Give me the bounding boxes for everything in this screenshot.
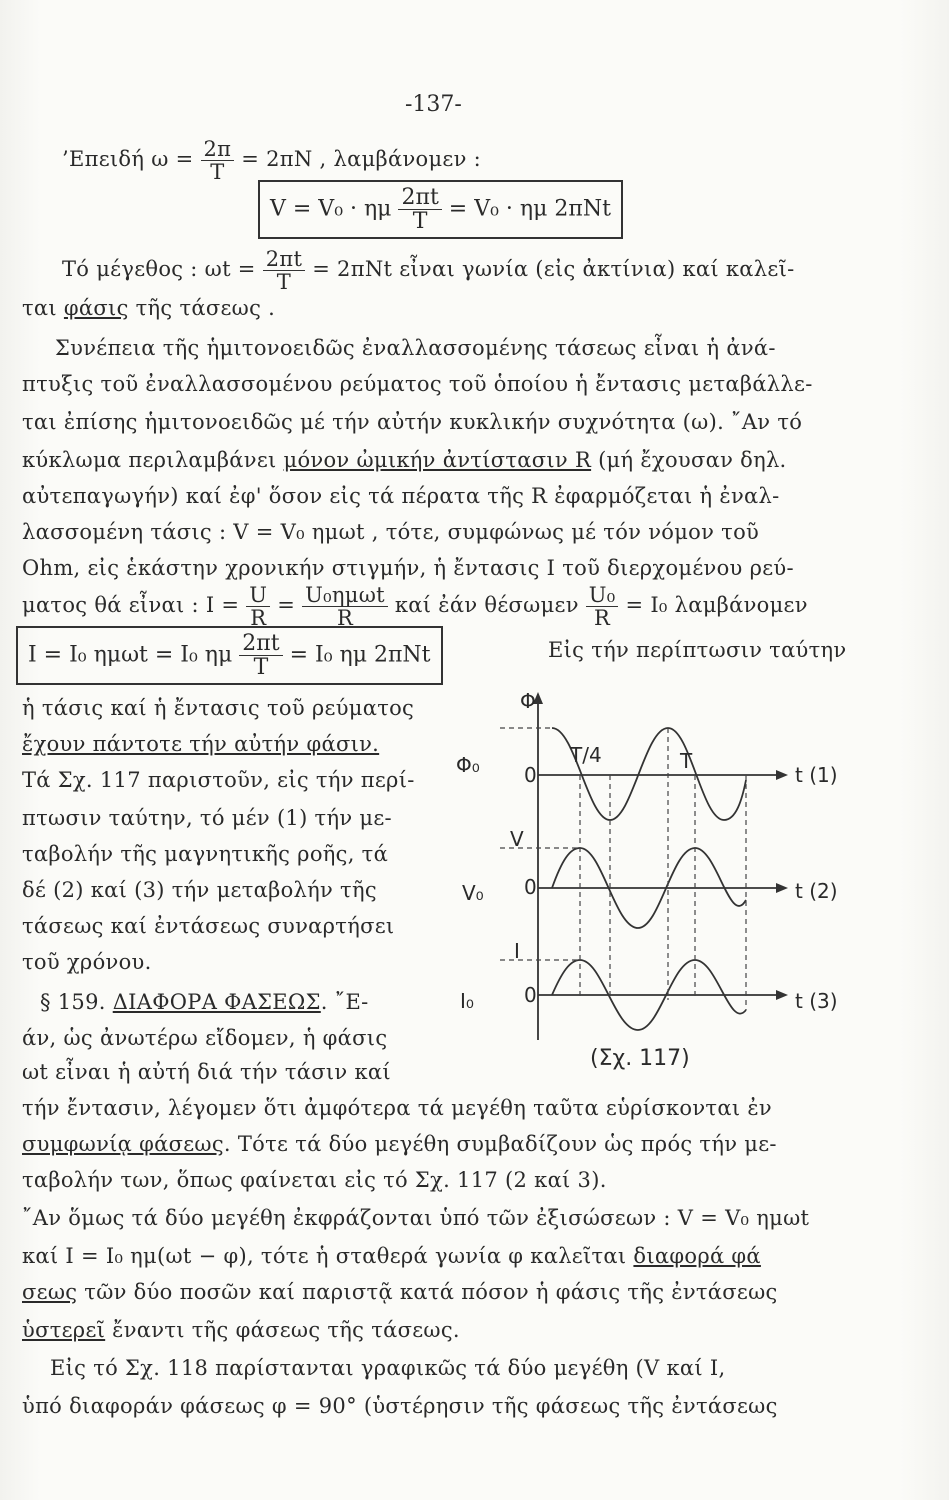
text-segment: κύκλωμα περιλαμβάνει — [22, 448, 284, 472]
text-line-14: ἡ τάσις καί ἡ ἔντασις τοῦ ρεύματος — [22, 696, 415, 720]
fraction-numerator: U₀ημωt — [302, 584, 388, 607]
text-line-7: ται ἐπίσης ἡμιτονοειδῶς μέ τήν αὐτήν κυκλικήν συχνότητα (ω). ῎Αν τό — [22, 410, 803, 434]
label-zero-3: 0 — [524, 983, 537, 1007]
fraction — [246, 584, 270, 629]
text-line-17: πτωσιν ταύτην, τό μέν (1) τήν με- — [22, 806, 392, 830]
text-segment: = 2πNt εἶναι γωνία (εἰς ἀκτίνια) καί καλεῖ- — [312, 257, 795, 282]
section-heading-159 — [40, 990, 369, 1014]
page-number: -137- — [405, 92, 462, 117]
fraction-denominator: T — [253, 655, 269, 681]
underlined-term-continuation: σεως — [22, 1280, 78, 1304]
text-line-19: δέ (2) καί (3) τήν μεταβολήν τῆς — [22, 878, 377, 902]
text-segment: ἔναντι τῆς φάσεως τῆς τάσεως. — [105, 1318, 460, 1342]
underlined-term-ohmic-resistance: μόνον ὠμικήν ἀντίστασιν R — [283, 448, 592, 472]
fraction-numerator: 2πt — [398, 186, 441, 210]
fraction — [263, 248, 306, 293]
text-segment: = 2πN , λαμβάνομεν : — [241, 147, 481, 172]
text-line-27: ταβολήν των, ὅπως φαίνεται εἰς τό Σχ. 117 (2 καί 3). — [22, 1168, 607, 1192]
fraction-denominator: R — [594, 606, 611, 631]
fraction-numerator: U₀ — [586, 584, 619, 607]
underlined-term-lags: ὑστερεῖ — [22, 1318, 106, 1342]
text-line-3 — [62, 248, 795, 293]
text-segment: τῶν δύο ποσῶν καί παριστᾷ κατά πόσον ἡ φάσις τῆς ἐντάσεως — [77, 1280, 778, 1304]
section-title: ΔΙΑΦΟΡΑ ΦΑΣΕΩΣ — [112, 990, 321, 1014]
text-line-15: ἔχουν πάντοτε τήν αὐτήν φάσιν. — [22, 732, 380, 756]
text-line-5: Συνέπεια τῆς ἡμιτονοειδῶς ἐναλλασσομένης τάσεως εἶναι ἡ ἀνά- — [55, 336, 776, 360]
fraction-numerator: 2πt — [263, 248, 306, 271]
figure-caption: (Σχ. 117) — [590, 1046, 690, 1071]
text-line-8 — [22, 448, 787, 472]
text-line-12 — [22, 584, 808, 629]
formula-segment: V = V₀ · ημ — [270, 196, 392, 222]
text-segment: (μή ἔχουσαν δηλ. — [591, 448, 787, 472]
text-line-9: αὐτεπαγωγήν) καί ἐφ' ὅσον εἰς τά πέρατα τῆς R ἐφαρμόζεται ἡ ἐναλ- — [22, 484, 780, 508]
label-t3: t (3) — [795, 989, 838, 1013]
text-segment: = — [277, 593, 296, 618]
text-line-23: άν, ὡς ἀνωτέρω εἴδομεν, ἡ φάσις — [22, 1026, 388, 1050]
text-line-29 — [22, 1244, 761, 1268]
arrow-t1 — [776, 770, 788, 780]
text-line-11: Ohm, εἰς ἑκάστην χρονικήν στιγμήν, ἡ ἔντασις I τοῦ διερχομένου ρεύ- — [22, 556, 794, 580]
text-line-33: ὑπό διαφοράν φάσεως φ = 90° (ὑστέρησιν τῆς φάσεως τῆς ἐντάσεως — [22, 1394, 778, 1418]
label-quarter: T/4 — [570, 743, 602, 767]
text-segment: . Τότε τά δύο μεγέθη συμβαδίζουν ὡς πρός τήν με- — [223, 1132, 777, 1156]
fraction-numerator: U — [246, 584, 270, 607]
fraction-denominator: T — [210, 160, 225, 185]
label-phi: Φ — [520, 689, 536, 713]
text-line-18: ταβολήν τῆς μαγνητικῆς ροῆς, τά — [22, 842, 389, 866]
fraction — [398, 186, 441, 233]
label-i0: I₀ — [460, 989, 474, 1013]
text-segment: Τό μέγεθος : ωt = — [62, 257, 256, 282]
text-segment: καί ἐάν θέσωμεν — [394, 593, 579, 618]
underlined-term-phase-difference: διαφορά φά — [633, 1244, 761, 1268]
formula-segment: = I₀ ημ 2πNt — [289, 642, 431, 668]
boxed-formula-voltage — [258, 180, 623, 239]
label-t2: t (2) — [795, 879, 838, 903]
text-line-21: τοῦ χρόνου. — [22, 950, 152, 974]
text-line-32: Εἰς τό Σχ. 118 παρίστανται γραφικῶς τά δύο μεγέθη (V καί I, — [50, 1356, 726, 1380]
arrow-t2 — [776, 883, 788, 893]
formula-segment: I = I₀ ημωt = I₀ ημ — [28, 642, 233, 668]
text-line-20: τάσεως καί ἐντάσεως συναρτήσει — [22, 914, 395, 938]
fraction-denominator: T — [276, 270, 292, 295]
fraction — [586, 584, 619, 629]
label-v0: V₀ — [462, 881, 484, 905]
text-segment: ’Επειδή ω = — [62, 147, 194, 172]
fraction-numerator: 2π — [201, 138, 235, 161]
underlined-term-phase-agreement: συμφωνίᾳ φάσεως — [22, 1132, 224, 1156]
arrow-t3 — [776, 990, 788, 1000]
text-segment: καί I = I₀ ημ(ωt − φ), τότε ἡ σταθερά γωνία φ καλεῖται — [22, 1244, 634, 1268]
text-line-6: πτυξις τοῦ ἐναλλασσομένου ρεύματος τοῦ ὁποίου ἡ ἔντασις μεταβάλλε- — [22, 372, 813, 396]
fraction-denominator: R — [336, 606, 354, 631]
text-line-4 — [22, 296, 275, 320]
text-segment: τῆς τάσεως . — [128, 296, 276, 320]
flux-curve — [552, 728, 746, 820]
fraction — [239, 632, 282, 679]
label-t1: t (1) — [795, 763, 838, 787]
underlined-term-phase: φάσις — [63, 296, 129, 320]
label-v: V — [510, 827, 524, 851]
text-line-16: Τά Σχ. 117 παριστοῦν, εἰς τήν περί- — [22, 768, 415, 792]
fraction — [302, 584, 388, 629]
section-number: § 159. — [40, 990, 113, 1014]
text-segment: = I₀ λαμβάνομεν — [625, 593, 808, 618]
text-line-25: τήν ἔντασιν, λέγομεν ὅτι ἀμφότερα τά μεγέθη ταῦτα εὑρίσκονται ἐν — [22, 1096, 772, 1120]
formula-segment: = V₀ · ημ 2πNt — [448, 196, 611, 222]
text-line-24: ωt εἶναι ἡ αὐτή διά τήν τάσιν καί — [22, 1060, 391, 1084]
text-segment: ται — [22, 296, 64, 320]
text-segment: . ῎Ε- — [320, 990, 369, 1014]
fraction-denominator: T — [412, 209, 428, 235]
boxed-formula-current — [16, 626, 443, 685]
fraction — [201, 138, 235, 183]
label-zero-2: 0 — [524, 875, 537, 899]
label-i: I — [514, 939, 520, 963]
fraction-denominator: R — [250, 606, 267, 631]
text-line-10: λασσομένη τάσις : V = V₀ ημωt , τότε, συμφώνως μέ τόν νόμον τοῦ — [22, 520, 760, 544]
text-line-1 — [62, 138, 481, 183]
text-line-26 — [22, 1132, 777, 1156]
label-period: T — [680, 749, 693, 773]
fraction-numerator: 2πt — [239, 632, 282, 656]
text-line-28: ῎Αν ὅμως τά δύο μεγέθη ἐκφράζονται ὑπό τῶν ἐξισώσεων : V = V₀ ημωt — [22, 1206, 810, 1230]
text-line-30 — [22, 1280, 778, 1304]
text-line-31 — [22, 1318, 460, 1342]
text-line-13-right: Εἰς τήν περίπτωσιν ταύτην — [548, 638, 847, 662]
label-zero-1: 0 — [524, 763, 537, 787]
label-phi0: Φ₀ — [456, 753, 480, 777]
text-segment: ματος θά εἶναι : I = — [22, 593, 240, 618]
figure-117 — [440, 680, 880, 1090]
